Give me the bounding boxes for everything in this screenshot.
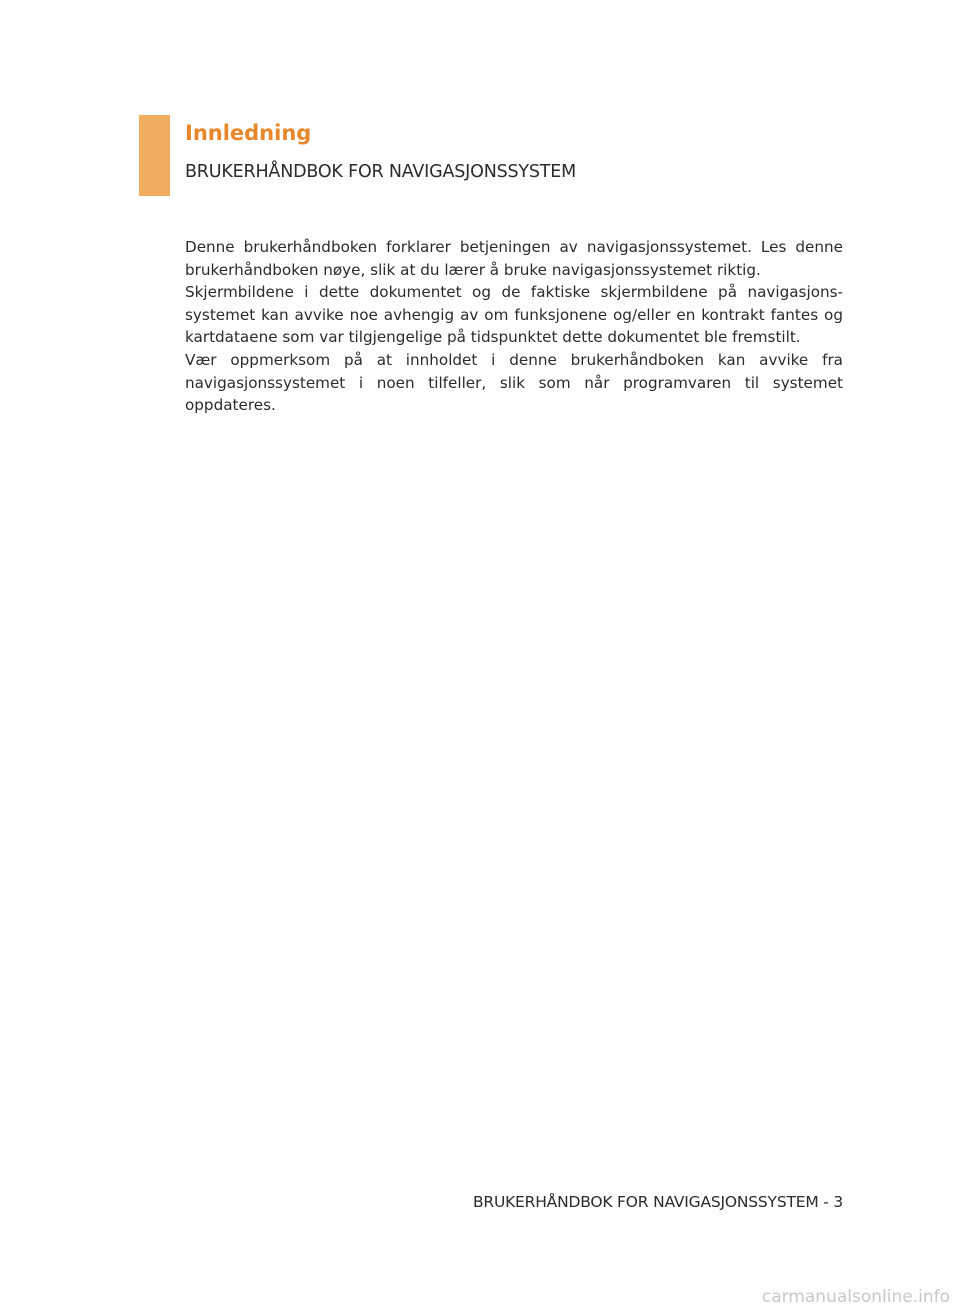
body-text: [185, 236, 843, 417]
section-header: [185, 118, 845, 184]
watermark: carmanualsonline.info: [761, 1287, 950, 1307]
section-title: Innledning: [185, 121, 312, 145]
document-subtitle: BRUKERHÅNDBOK FOR NAVIGASJONSSYSTEM: [185, 162, 577, 182]
page-footer: BRUKERHÅNDBOK FOR NAVIGASJONSSYSTEM - 3: [472, 1193, 843, 1211]
section-accent-bar: [139, 115, 170, 196]
paragraph-intro: Denne brukerhåndboken forklarer betjeningen av navigasjonssystemet. Les denne brukerhåndboken nøye, slik at du lærer å bruke navigasjonssystemet riktig.: [185, 238, 843, 279]
paragraph-notice: Vær oppmerksom på at innholdet i denne brukerhåndboken kan avvike fra navigasjonssystemet i noen tilfeller, slik som når programvaren til systemet oppdateres.: [185, 350, 843, 415]
paragraph-screenshots: Skjermbildene i dette dokumentet og de faktiske skjermbildene på navigasjons-systemet kan avvike noe avhengig av om funksjonene og/eller en kontrakt fantes og kartdataene som var tilgjengelige på tidspunktet dette dokumentet ble fremstilt.: [185, 283, 843, 347]
